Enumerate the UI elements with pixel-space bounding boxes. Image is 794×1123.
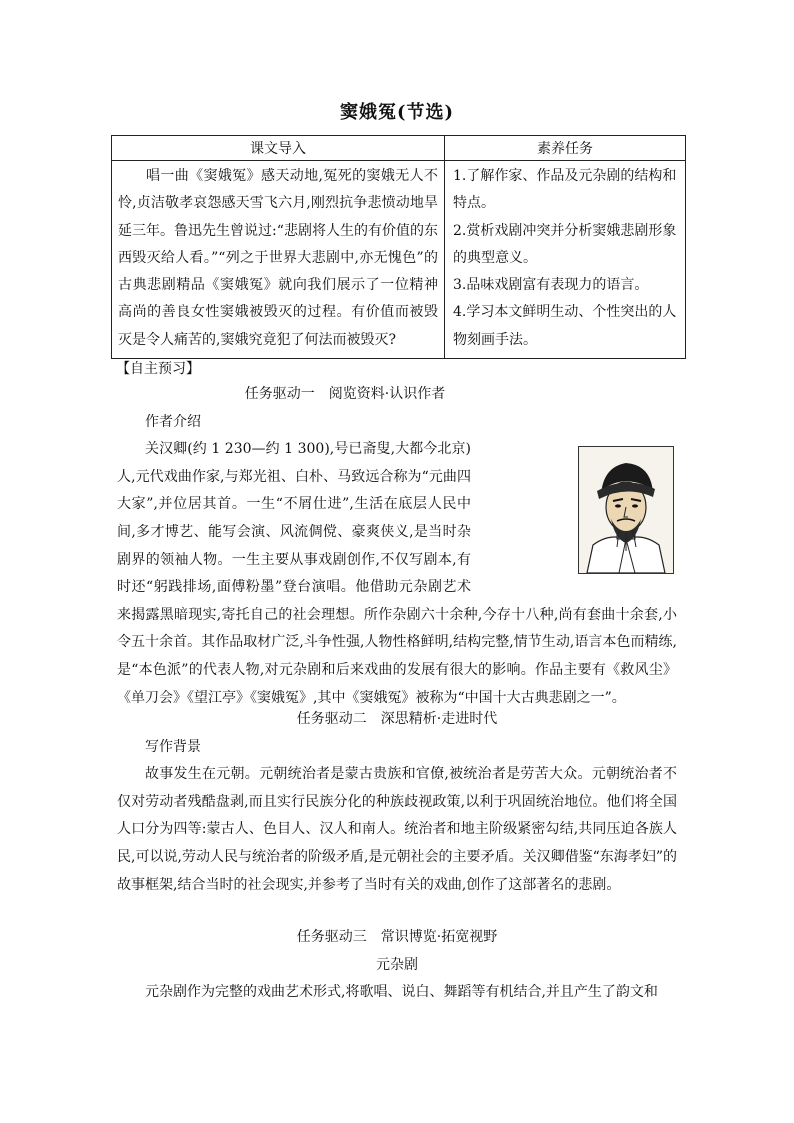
author-paragraph: 关汉卿(约 1 230—约 1 300),号已斋叟,大都今北京)人,元代戏曲作家,与郑光祖、白朴、马致远合称为“元曲四大家”,并位居其首。一生“不屑仕进”,生活在底层人民中间,多才博艺、能写会演、风流倜傥、豪爽侠义,是当时杂剧界的领袖人物。一生主要从事戏剧创作,不仅写剧本,有时还“躬践排场,面傅粉墨”登台演唱。他借助元杂剧艺术来揭露黑暗现实,寄托自己的社会理想。所作杂剧六十余种,今存十八种,尚有套曲十余套,小令五十余首。其作品取材广泛,斗争性强,人物性格鲜明,结构完整,情节生动,语言本色而精练,是“本色派”的代表人物,对元杂剧和后来戏曲的发展有很大的影响。作品主要有《救风尘》《单刀会》《望江亭》《窦娥冤》,其中《窦娥冤》被称为“中国十大古典悲剧之一”。 xyxy=(117,441,677,706)
task-item: 1.了解作家、作品及元杂剧的结构和特点。 xyxy=(453,168,677,212)
yuan-zaju-paragraph: 元杂剧作为完整的戏曲艺术形式,将歌唱、说白、舞蹈等有机结合,并且产生了韵文和 xyxy=(145,984,658,1001)
section-author xyxy=(117,381,677,712)
tasks-cell xyxy=(445,161,686,359)
section-subheading: 元杂剧 xyxy=(376,956,418,973)
portrait-spacer xyxy=(471,440,573,578)
header-tasks: 素养任务 xyxy=(445,136,686,161)
intro-table-body-row xyxy=(112,161,686,359)
intro-table xyxy=(111,135,686,359)
task-item: 3.品味戏剧富有表现力的语言。 xyxy=(453,277,649,294)
section-heading: 任务驱动二 深思精析·走进时代 xyxy=(296,711,498,727)
intro-table-header-row xyxy=(112,136,686,161)
header-lead: 课文导入 xyxy=(112,136,445,161)
section-heading: 任务驱动三 常识博览·拓宽视野 xyxy=(296,929,498,945)
section-heading: 任务驱动一 阅览资料·认识作者 xyxy=(244,386,446,402)
page-title: 窦娥冤(节选) xyxy=(339,102,455,123)
background-paragraph: 故事发生在元朝。元朝统治者是蒙古贵族和官僚,被统治者是劳苦大众。元朝统治者不仅对劳动者残酷盘剥,而且实行民族分化的种族歧视政策,以利于巩固统治地位。他们将全国人口分为四等:蒙古人、色目人、汉人和南人。统治者和地主阶级紧密勾结,共同压迫各族人民,可以说,劳动人民与统治者的阶级矛盾,是元朝社会的主要矛盾。关汉卿借鉴“东海孝妇”的故事框架,结合当时的社会现实,并参考了当时有关的戏曲,创作了这部著名的悲剧。 xyxy=(117,766,677,893)
section-label: 写作背景 xyxy=(145,738,201,755)
section-yuan-zaju xyxy=(117,924,677,1007)
lead-text: 唱一曲《窦娥冤》感天动地,冤死的窦娥无人不怜,贞洁敬孝哀怨感天雪飞六月,刚烈抗争悲愤动地旱延三年。鲁迅先生曾说过:“悲剧将人生的有价值的东西毁灭给人看。”“列之于世界大悲剧中,亦无愧色”的古典悲剧精品《窦娥冤》就向我们展示了一位精神高尚的善良女性窦娥被毁灭的过程。有价值而被毁灭是令人痛苦的,窦娥究竟犯了何法而被毁灭? xyxy=(118,168,438,348)
task-item: 4.学习本文鲜明生动、个性突出的人物刻画手法。 xyxy=(453,304,677,348)
section-label: 作者介绍 xyxy=(145,413,201,430)
lead-cell xyxy=(112,161,445,359)
section-background xyxy=(117,706,677,899)
task-item: 2.赏析戏剧冲突并分析窦娥悲剧形象的典型意义。 xyxy=(453,222,677,266)
preview-tag: 【自主预习】 xyxy=(116,361,200,377)
